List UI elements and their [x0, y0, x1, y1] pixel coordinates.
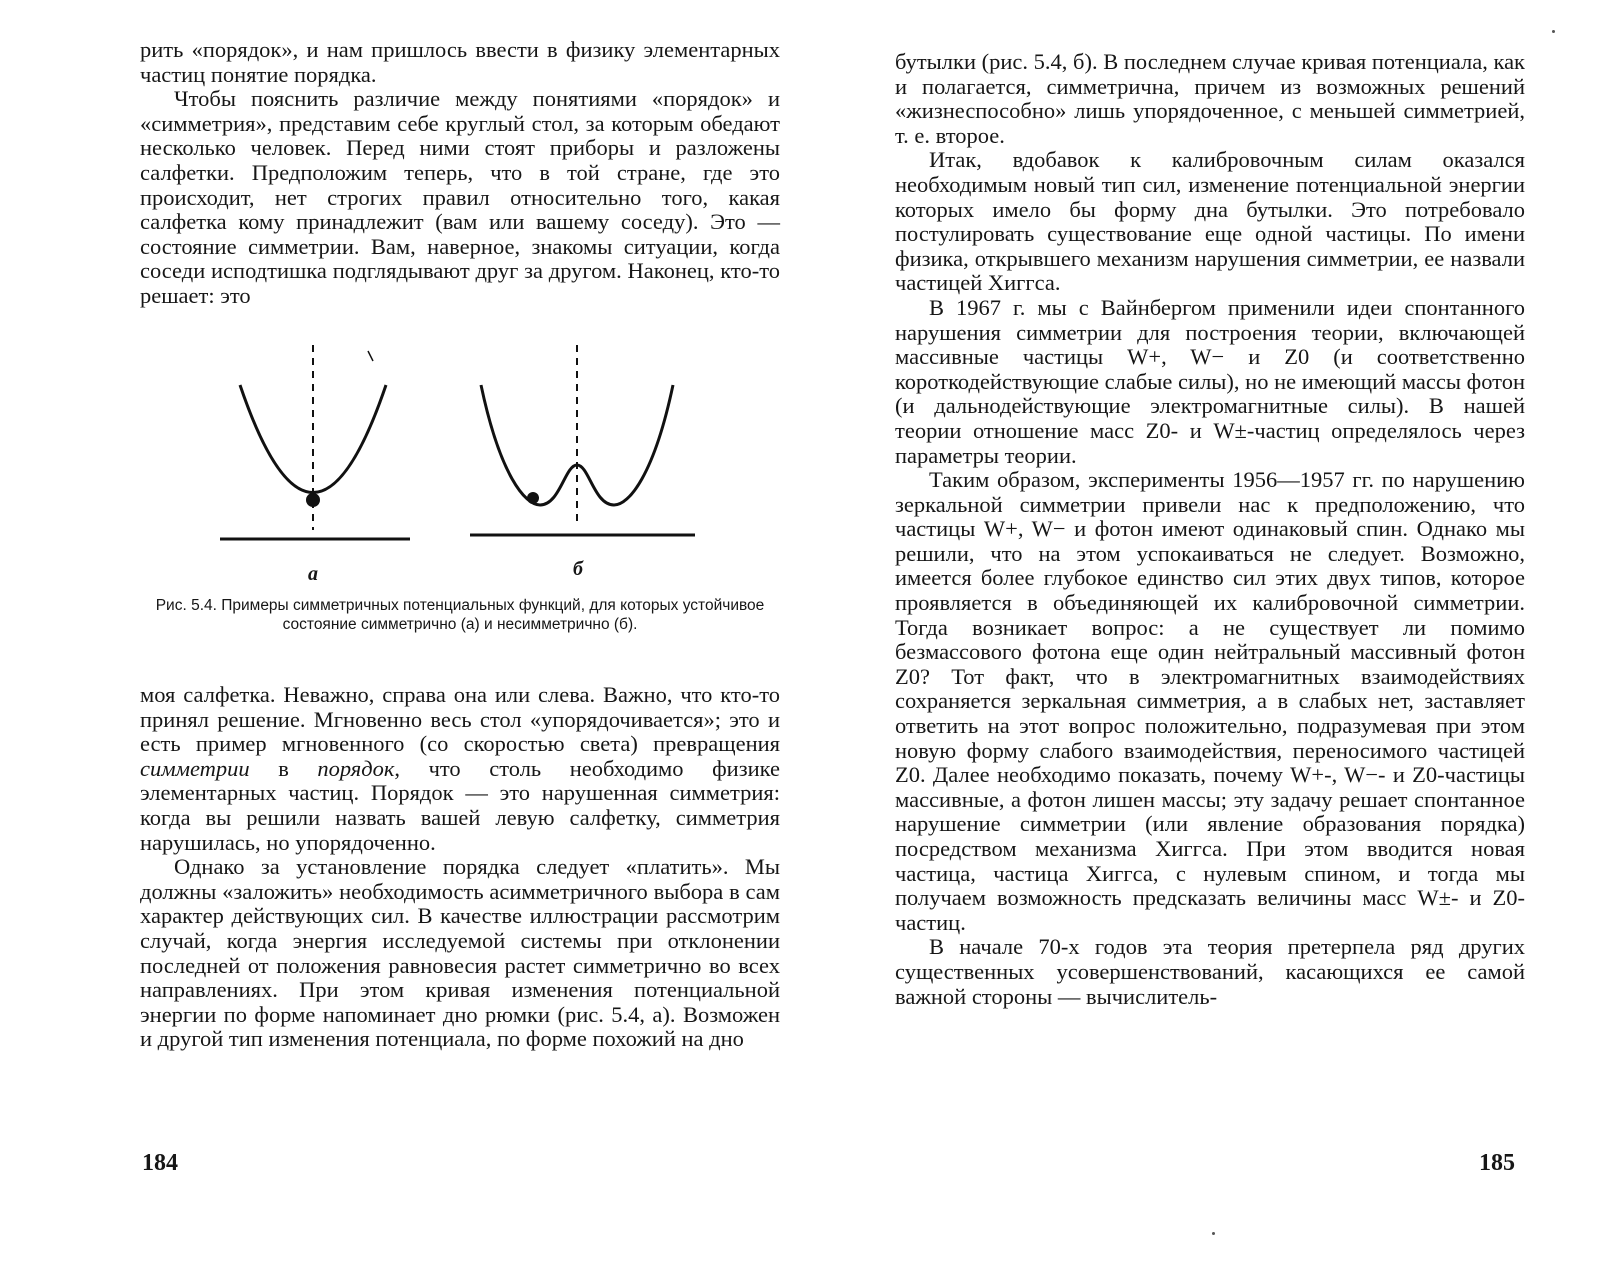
left-page [140, 0, 780, 1275]
page-number-right: 185 [1479, 1150, 1515, 1176]
paragraph-higgs-particle: Итак, вдобавок к калибровочным силам оказался необходимым новый тип сил, изменение потенциальной энергии которых имело бы форму дна бутылки. Это потребовало постулировать существование еще одной частицы. По имени физика, открывшего механизм нарушения симметрии, ее назвали частицей Хиггса. [895, 147, 1525, 296]
paragraph-bottle: бутылки (рис. 5.4, б). В последнем случае кривая потенциала, как и полагается, симметрична, причем из возможных решений «жизнеспособно» лишь упорядоченное, с меньшей симметрией, т. е. второе. [895, 49, 1525, 148]
potential-curves-diagram [140, 345, 780, 590]
right-text [895, 50, 1525, 1009]
paragraph-order-vs-symmetry: Чтобы пояснить различие между понятиями «порядок» и «симметрия», представим себе круглый стол, за которым обедают несколько человек. Перед ними стоят приборы и разложены салфетки. Предположим теперь, что в той стране, где это происходит, нет строгих правил относительно того, какая салфетка кому принадлежит (вам или вашему соседу). Это — состояние симметрии. Вам, наверное, знакомы ситуации, когда соседи исподтишка подглядывают друг за другом. Наконец, кто-то решает: это [140, 86, 780, 308]
left-top-text [140, 38, 780, 309]
emphasis-order: порядок [317, 755, 395, 781]
text-run: , что столь необходимо физике элементарных частиц. Порядок — это нарушенная симметрия: когда вы решили назвать вашей левую салфетку, симметрия нарушилась, но упорядоченно. [140, 755, 780, 855]
paragraph-pay-for-order: Однако за установление порядка следует «платить». Мы должны «заложить» необходимость асимметричного выбора в сам характер действующих сил. В качестве иллюстрации рассмотрим случай, когда энергия исследуемой системы при отклонении последней от положения равновесия растет симметрично во всех направлениях. При этом кривая изменения потенциальной энергии по форме напоминает дно рюмки (рис. 5.4, а). Возможен и другой тип изменения потенциала, по форме похожий на дно [140, 854, 780, 1052]
paragraph-napkin [140, 683, 780, 855]
ball-b [527, 492, 539, 504]
paragraph-70s: В начале 70-х годов эта теория претерпела ряд других существенных усовершенствований, касающихся ее самой важной стороны — вычислитель- [895, 934, 1525, 1009]
paragraph-experiments: Таким образом, эксперименты 1956—1957 гг. по нарушению зеркальной симметрии привели нас к предположению, что частицы W+, W− и фотон имеют одинаковый спин. Однако мы решили, что на этом успокаиваться не следует. Возможно, имеется более глубокое единство сил этих двух типов, которое проявляется в объединяющей их калибровочной симметрии. Тогда возникает вопрос: а не существует ли помимо безмассового фотона еще один нейтральный массивный фотон Z0? Тот факт, что в электромагнитных взаимодействиях сохраняется зеркальная симметрия, а в слабых нет, заставляет ответить на этот вопрос положительно, подразумевая при этом новую форму слабого взаимодействия, переносимого частицей Z0. Далее необходимо показать, почему W+-, W−- и Z0-частицы массивные, а фотон лишен массы; эту задачу решает спонтанное нарушение симметрии (или явление образования порядка) посредством механизма Хиггса. При этом вводится новая частица, частица Хиггса, с нулевым спином, и тогда мы получаем возможность предсказать величины масс W±- и Z0-частиц. [895, 467, 1525, 935]
paragraph-1967: В 1967 г. мы с Вайнбергом применили идеи спонтанного нарушения симметрии для построения теории, включающей массивные частицы W+, W− и Z0 (и соответственно короткодействующие слабые силы), но не имеющий массы фотон (и дальнодействующие электромагнитные силы). В нашей теории отношение масс Z0- и W±-частиц определялось через параметры теории. [895, 294, 1525, 468]
figure-label-b: б [573, 558, 583, 580]
right-page [895, 0, 1525, 1275]
scan-speck [1552, 30, 1555, 33]
emphasis-symmetry: симметрии [140, 755, 250, 781]
tick-mark [368, 351, 373, 361]
ball-a [306, 493, 320, 507]
scan-speck [1212, 1232, 1215, 1235]
text-run: в [249, 755, 318, 781]
figure-5-4 [140, 345, 780, 590]
left-bottom-text [140, 683, 780, 1052]
text-run: моя салфетка. Неважно, справа она или слева. Важно, что кто-то принял решение. Мгновенно весь стол «упорядочивается»; это и есть пример мгновенного (со скоростью света) превращения [140, 682, 780, 757]
paragraph-continuation: рить «порядок», и нам пришлось ввести в физику элементарных частиц понятие порядка. [140, 37, 780, 87]
figure-label-a: а [308, 563, 318, 585]
figure-caption: Рис. 5.4. Примеры симметричных потенциальных функций, для которых устойчивое состояние симметрично (а) и несимметрично (б). [155, 597, 765, 633]
page-number-left: 184 [142, 1150, 178, 1176]
